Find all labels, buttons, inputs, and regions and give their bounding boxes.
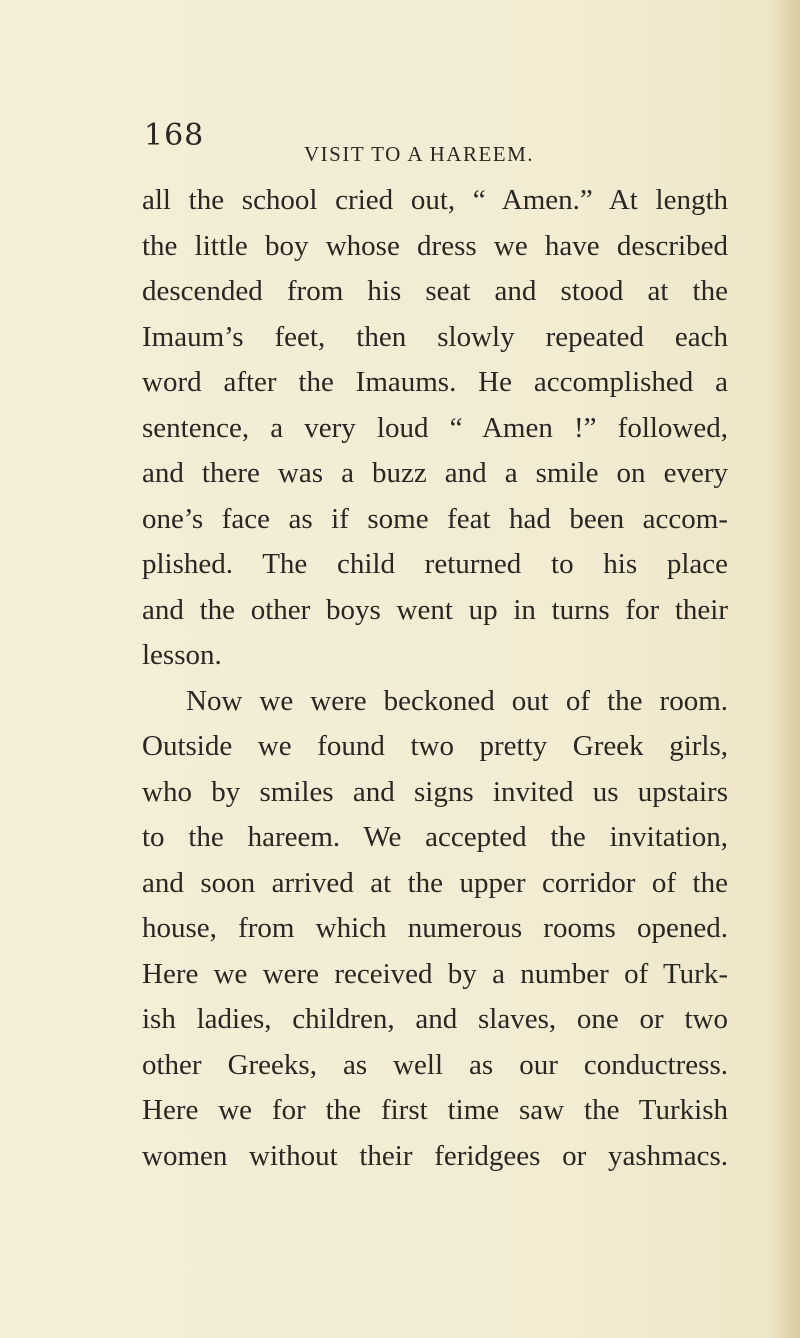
text-line: to the hareem. We accepted the invitation,	[142, 821, 728, 853]
text-line: women without their feridgees or yashmacs.	[142, 1139, 728, 1172]
text-line: plished. The child returned to his place	[142, 548, 728, 580]
text-line: lesson.	[142, 639, 222, 671]
text-line: all the school cried out, “ Amen.” At length	[142, 184, 728, 216]
text-line: Outside we found two pretty Greek girls,	[142, 730, 728, 762]
text-line: who by smiles and signs invited us upstairs	[142, 775, 728, 808]
text-line: the little boy whose dress we have described	[142, 229, 728, 262]
text-line: Imaum’s feet, then slowly repeated each	[142, 320, 728, 353]
text-line: Now we were beckoned out of the room.	[186, 684, 728, 717]
body-text	[142, 178, 728, 1179]
running-title: VISIT TO A HAREEM.	[304, 142, 535, 166]
text-line: sentence, a very loud “ Amen !” followed,	[142, 411, 728, 444]
text-line: word after the Imaums. He accomplished a	[142, 366, 728, 398]
text-line: descended from his seat and stood at the	[142, 275, 728, 307]
text-line: ish ladies, children, and slaves, one or two	[142, 1003, 728, 1035]
page-number: 168	[144, 118, 205, 153]
text-line: one’s face as if some feat had been accom-	[142, 502, 728, 535]
text-line: and the other boys went up in turns for their	[142, 593, 728, 626]
text-line: Here we were received by a number of Turk-	[142, 957, 728, 990]
text-line: other Greeks, as well as our conductress.	[142, 1048, 728, 1081]
text-line: and soon arrived at the upper corridor of the	[142, 866, 728, 899]
text-line: and there was a buzz and a smile on every	[142, 457, 728, 489]
text-line: house, from which numerous rooms opened.	[142, 912, 728, 944]
page-edge-shadow	[772, 0, 800, 1338]
text-line: Here we for the first time saw the Turkish	[142, 1094, 728, 1126]
